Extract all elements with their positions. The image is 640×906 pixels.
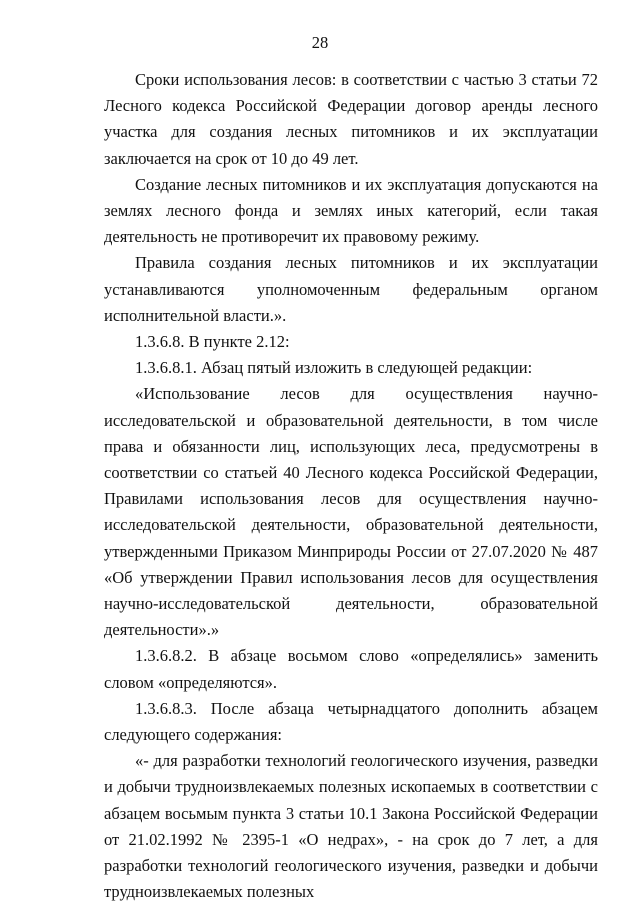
paragraph-geological-technologies: «- для разработки технологий геологического изучения, разведки и добычи трудноизвлекаемых полезных ископаемых в соответствии с абзацем восьмым пункта 3 статьи 10.1 Закона Российской Федерации от 21.02.1992 № 2395-1 «О недрах», - на срок до 7 лет, а для разработки технологий геологического изучения, разведки и добычи трудноизвлекаемых полезных [104, 751, 598, 902]
paragraph-nursery-lands: Создание лесных питомников и их эксплуатация допускаются на землях лесного фонда и землях иных категорий, если такая деятельность не противоречит их правовому режиму. [104, 174, 598, 247]
paragraph-clause-1-3-6-8-3: 1.3.6.8.3. После абзаца четырнадцатого дополнить абзацем следующего содержания: [104, 698, 598, 745]
paragraph-clause-1-3-6-8-1: 1.3.6.8.1. Абзац пятый изложить в следующей редакции: [135, 358, 533, 378]
document-body [104, 67, 598, 906]
paragraph-clause-1-3-6-8-2: 1.3.6.8.2. В абзаце восьмом слово «определялись» заменить словом «определяются». [104, 646, 598, 692]
paragraph-clause-1-3-6-8: 1.3.6.8. В пункте 2.12: [135, 332, 290, 352]
paragraph-nursery-rules: Правила создания лесных питомников и их эксплуатации устанавливаются уполномоченным федеральным органом исполнительной власти.». [104, 253, 598, 325]
page-number: 28 [311, 33, 329, 52]
paragraph-lease-term: Сроки использования лесов: в соответствии с частью 3 статьи 72 Лесного кодекса Российской Федерации договор аренды лесного участка для создания лесных питомников и их эксплуатации заключается на срок от 10 до 49 лет. [104, 70, 598, 168]
paragraph-research-use: «Использование лесов для осуществления научно-исследовательской и образовательной деятельности, в том числе права и обязанности лиц, использующих леса, предусмотрены в соответствии со статьей 40 Лесного кодекса Российской Федерации, Правилами использования лесов для осуществления научно-исследовательской деятельности, образовательной деятельности, утвержденными Приказом Минприроды России от 27.07.2020 № 487 «Об утверждении Правил использования лесов для осуществления научно-исследовательской деятельности, образовательной деятельности».» [104, 384, 598, 640]
